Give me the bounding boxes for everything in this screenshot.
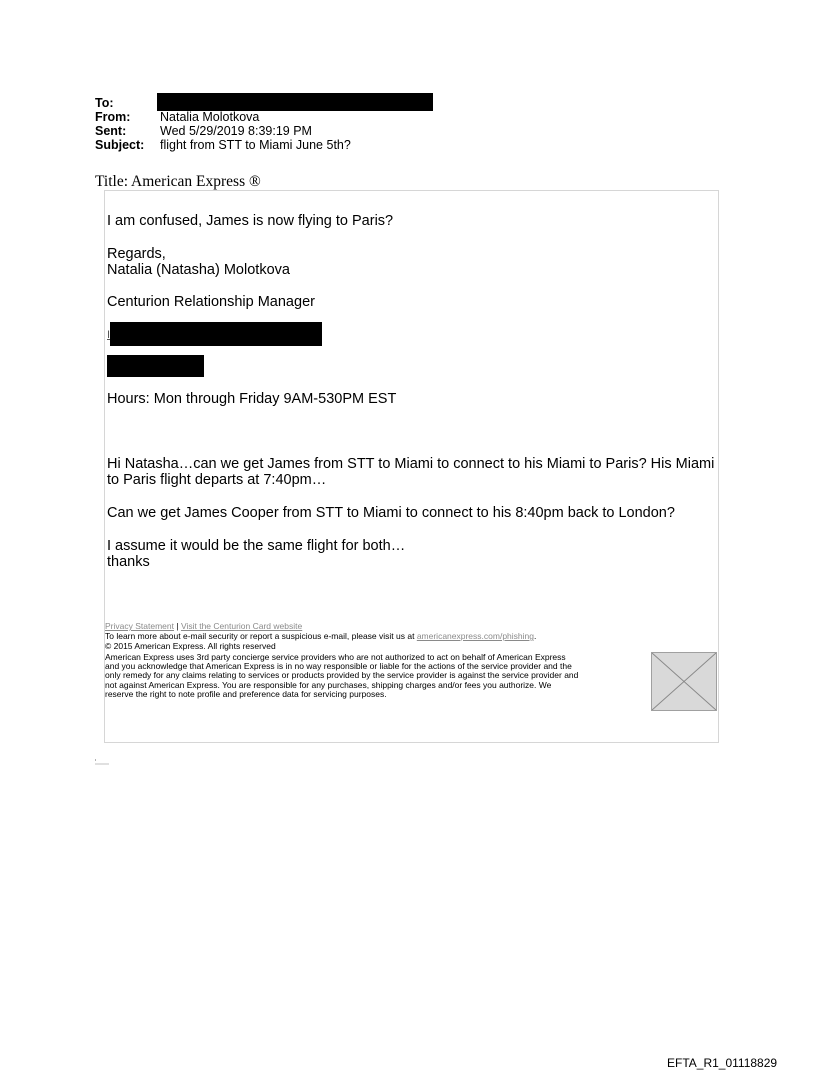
phishing-link[interactable]: americanexpress.com/phishing	[416, 631, 534, 641]
quoted-message-1: Hi Natasha…can we get James from STT to Miami to connect to his Miami to Paris? His Miami to Paris flight departs at 7:40pm…	[107, 456, 715, 488]
security-notice	[105, 632, 536, 641]
disclaimer-line: only remedy for any claims relating to services or products provided by the service provider is against the service provider and	[105, 670, 579, 680]
redaction-contact-link	[110, 322, 322, 346]
redaction-phone	[107, 355, 204, 377]
copyright-text: © 2015 American Express. All rights reserved	[105, 641, 276, 651]
disclaimer-line: reserve the right to note profile and preference data for servicing purposes.	[105, 689, 387, 699]
footer-links	[105, 621, 302, 631]
bates-number: EFTA_R1_01118829	[667, 1056, 778, 1070]
stray-mark-icon	[95, 758, 109, 766]
broken-image-icon	[651, 652, 717, 711]
signature-title: Centurion Relationship Manager	[107, 294, 315, 310]
security-text: To learn more about e-mail security or report a suspicious e-mail, please visit us at	[105, 631, 415, 641]
privacy-statement-link[interactable]: Privacy Statement	[105, 621, 174, 631]
security-end: .	[533, 631, 537, 641]
sent-value: Wed 5/29/2019 8:39:19 PM	[160, 124, 312, 138]
quoted-message-2: Can we get James Cooper from STT to Miami to connect to his 8:40pm back to London?	[107, 505, 675, 521]
footer-separator: |	[176, 621, 179, 631]
redaction-to-recipient	[157, 93, 433, 111]
centurion-website-link[interactable]: Visit the Centurion Card website	[180, 621, 303, 631]
regards-text: Regards,	[107, 246, 166, 262]
disclaimer-line: not against American Express. You are responsible for any purchases, shipping charges and/or fees you authorize. We	[105, 680, 552, 690]
message-line: I am confused, James is now flying to Paris?	[107, 213, 394, 229]
hours-text: Hours: Mon through Friday 9AM-530PM EST	[107, 391, 397, 407]
sent-label: Sent:	[95, 124, 127, 138]
disclaimer-line: American Express uses 3rd party concierge service providers who are not authorized to act on behalf of American Express	[105, 652, 566, 662]
to-label: To:	[95, 96, 114, 110]
document-title: Title: American Express ®	[95, 173, 261, 190]
subject-label: Subject:	[95, 138, 145, 152]
from-label: From:	[95, 110, 131, 124]
disclaimer-line: and you acknowledge that American Express is in no way responsible or liable for the actions of the service provider and the	[105, 661, 572, 671]
signature-name: Natalia (Natasha) Molotkova	[107, 262, 290, 278]
from-value: Natalia Molotkova	[160, 110, 260, 124]
redacted-link-fragment: I	[107, 329, 111, 341]
subject-value: flight from STT to Miami June 5th?	[160, 138, 351, 152]
quoted-message-4: thanks	[107, 554, 150, 570]
quoted-message-3: I assume it would be the same flight for both…	[107, 538, 406, 554]
